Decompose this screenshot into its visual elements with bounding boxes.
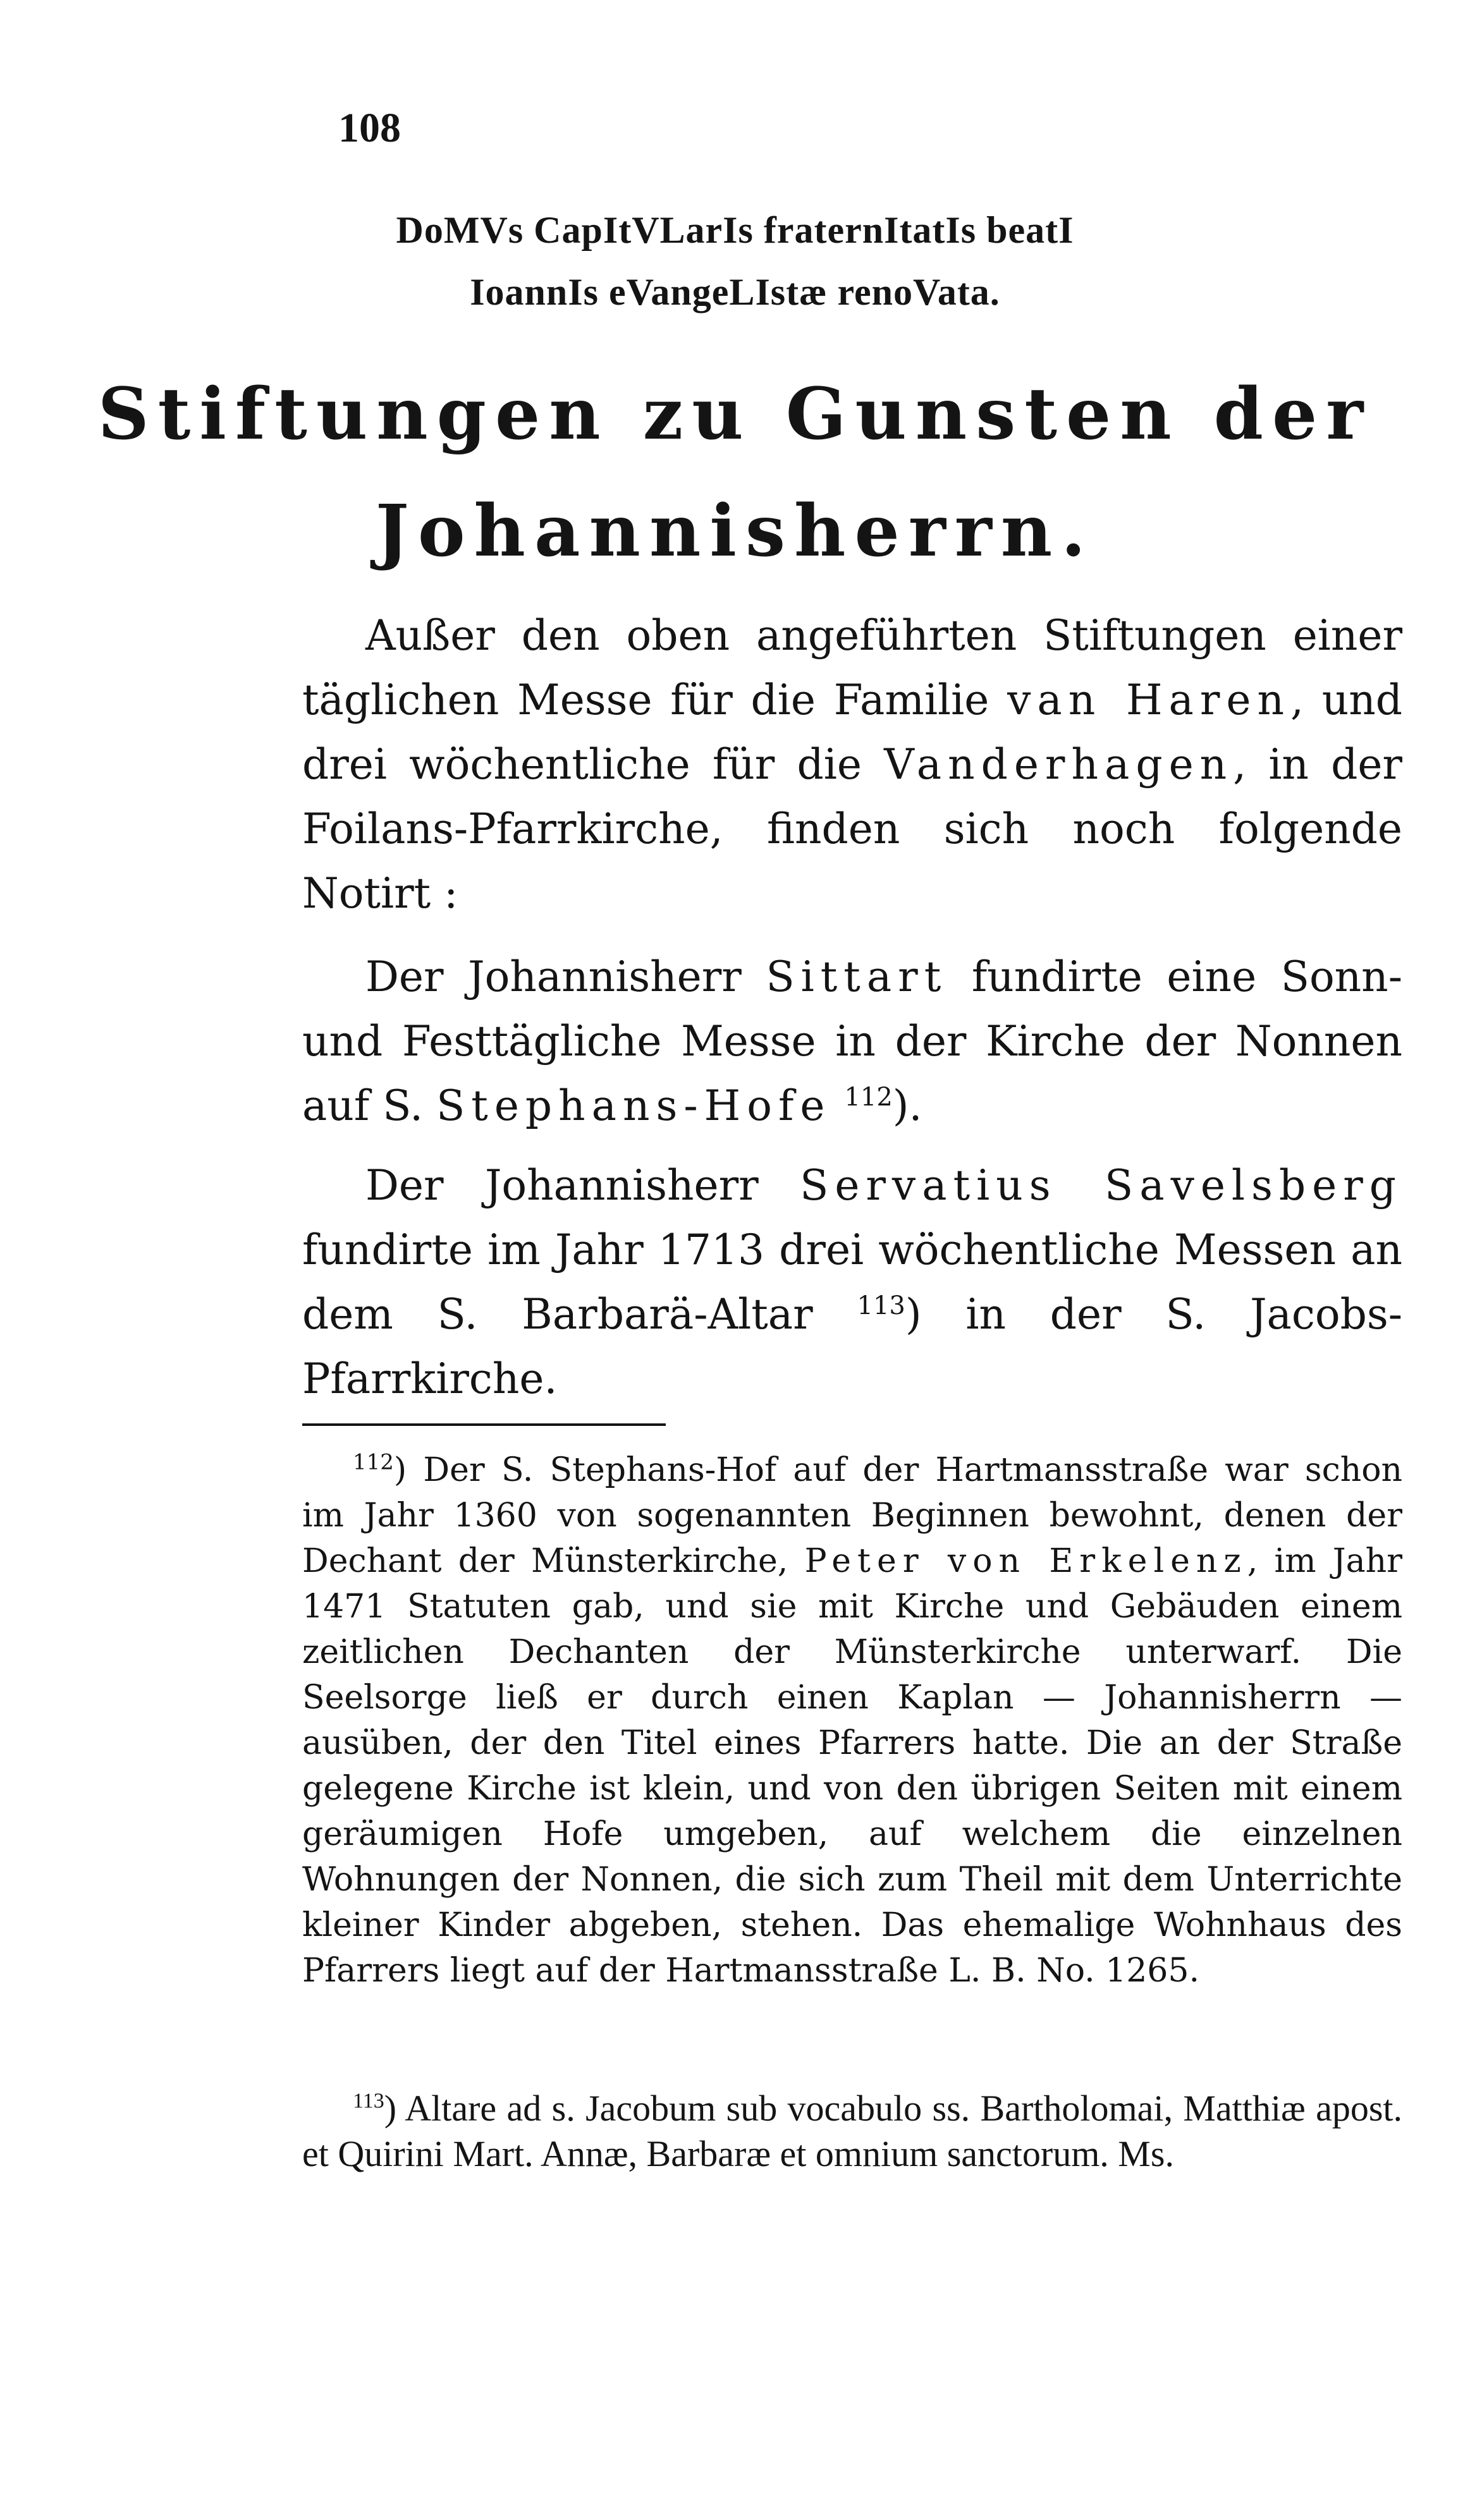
chronogram-line-1: DoMVs CapItVLarIs fraternItatIs beatI bbox=[396, 209, 1074, 251]
footnote-112 bbox=[302, 1447, 1402, 1993]
footnote-ref-113[interactable]: 113 bbox=[857, 1291, 905, 1320]
paragraph-3-text-b: fundirte im Jahr 1713 drei wöchentliche Messen an dem S. Barbarä-Altar bbox=[302, 1226, 1402, 1339]
chronogram-line-2: IoannIs eVangeLIstæ renoVata. bbox=[470, 271, 1000, 313]
footnote-113-text: ) Altare ad s. Jacobum sub vocabulo ss. Bartholomai, Matthiæ apost. et Quirini Mart. Annæ, Barbaræ et omnium sanctorum. Ms. bbox=[302, 2088, 1402, 2174]
paragraph-2-text-c: ). bbox=[892, 1081, 922, 1130]
paragraph-3-text-c: ) in der S. Jacobs-Pfarrkirche. bbox=[302, 1290, 1403, 1403]
name-stephans-hofe: Stephans-Hofe bbox=[436, 1081, 831, 1130]
section-title-line-2: Johannisherrn. bbox=[375, 490, 1095, 573]
footnote-113 bbox=[302, 2086, 1402, 2177]
name-van-haren: van Haren bbox=[1007, 676, 1290, 724]
footnote-113-mark: 113 bbox=[353, 2089, 384, 2113]
paragraph-2-text-a: Der Johannisherr bbox=[365, 953, 766, 1001]
page-number: 108 bbox=[338, 105, 401, 151]
paragraph-3 bbox=[302, 1153, 1402, 1411]
name-vanderhagen: Vanderhagen bbox=[884, 740, 1234, 789]
paragraph-1-text-b: , und drei wöchentliche für die bbox=[302, 676, 1402, 789]
paragraph-2-text-b: fundirte eine Sonn- und Festtägliche Messe in der Kirche der Nonnen auf S. bbox=[302, 953, 1402, 1130]
section-title-line-1: Stiftungen zu Gunsten der bbox=[97, 373, 1373, 456]
footnote-112-text-b: , im Jahr 1471 Statuten gab, und sie mit Kirche und Gebäuden einem zeitlichen Dechanten der Münsterkirche unterwarf. Die Seelsorge ließ er durch einen Kaplan — Johannisherrn — ausüben, der den Titel eines Pfarrers hatte. Die an der Straße gelegene Kirche ist klein, und von den übrigen Seiten mit einem geräumigen Hofe umgeben, auf welchem die einzelnen Wohnungen der Nonnen, die sich zum Theil mit dem Unterrichte kleiner Kinder abgeben, stehen. Das ehemalige Wohnhaus des Pfarrers liegt auf der Hartmansstraße L. B. No. 1265. bbox=[302, 1542, 1402, 1990]
name-servatius-savelsberg: Servatius Savelsberg bbox=[800, 1161, 1402, 1210]
paragraph-3-text-a: Der Johannisherr bbox=[365, 1161, 800, 1210]
footnote-ref-112[interactable]: 112 bbox=[844, 1083, 893, 1112]
footnote-112-mark: 112 bbox=[353, 1449, 394, 1475]
footnote-112-text-a: ) Der S. Stephans-Hof auf der Hartmansstraße war schon im Jahr 1360 von sogenannten Beginnen bewohnt, denen der Dechant der Münsterkirche, bbox=[302, 1451, 1402, 1580]
paragraph-1-text-a: Außer den oben angeführten Stiftungen einer täglichen Messe für die Familie bbox=[302, 611, 1402, 724]
footnote-divider bbox=[302, 1423, 666, 1426]
name-sittart: Sittart bbox=[766, 953, 948, 1001]
name-peter-von-erkelenz: Peter von Erkelenz bbox=[804, 1542, 1247, 1580]
paragraph-1 bbox=[302, 604, 1402, 926]
paragraph-1-text-c: , in der Foilans-Pfarrkirche, finden sich noch folgende Notirt : bbox=[302, 740, 1402, 918]
paragraph-2 bbox=[302, 945, 1402, 1138]
